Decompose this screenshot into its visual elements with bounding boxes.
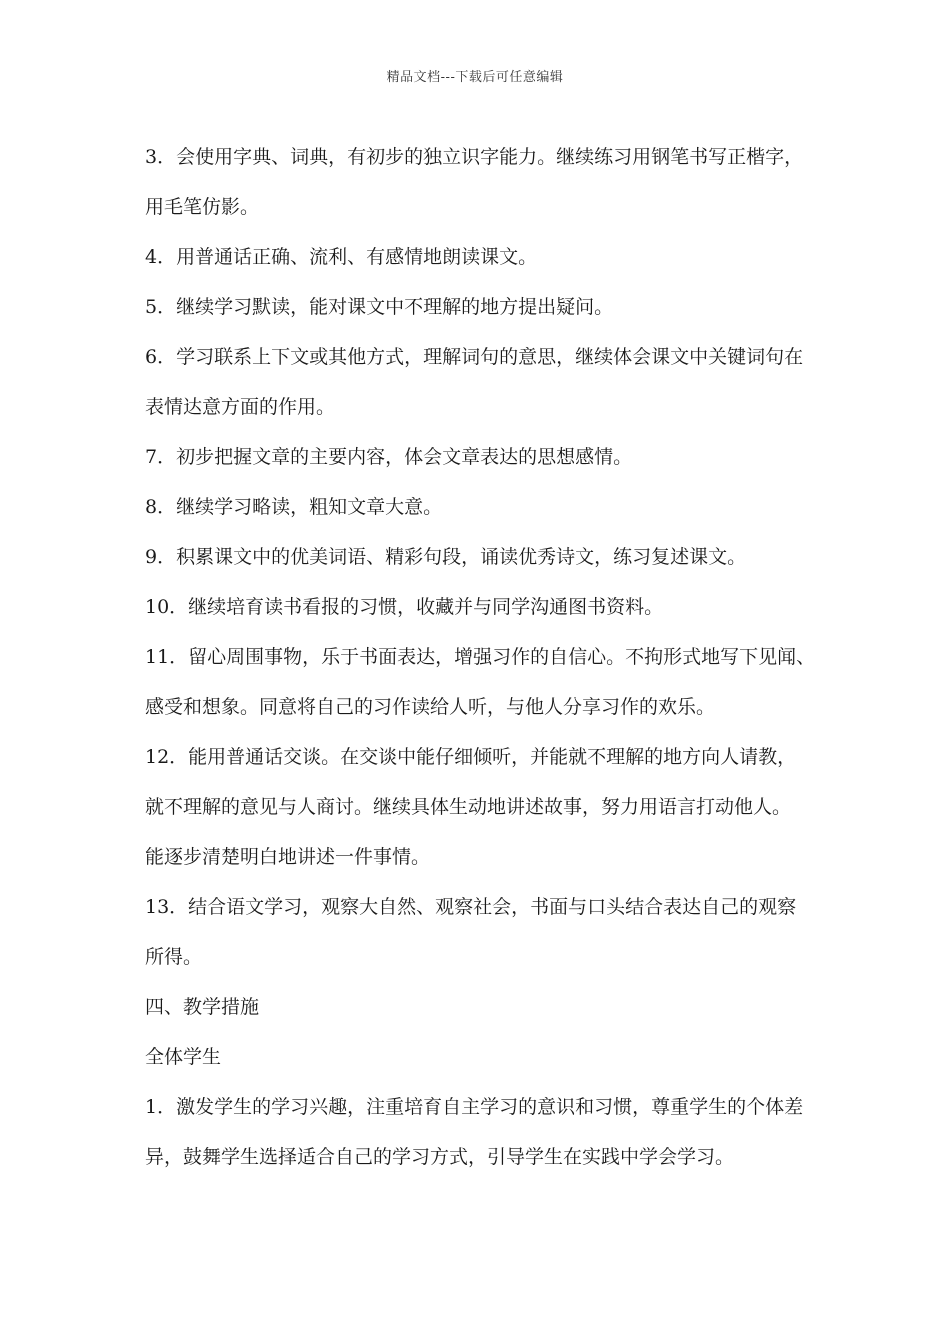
section-heading: 四、教学措施 (145, 996, 260, 1018)
text-line: 9．积累课文中的优美词语、精彩句段，诵读优秀诗文，练习复述课文。 (145, 546, 747, 568)
document-body (145, 132, 815, 1182)
text-line: 13．结合语文学习，观察大自然、观察社会，书面与口头结合表达自己的观察 (145, 896, 797, 918)
text-line: 11．留心周围事物，乐于书面表达，增强习作的自信心。不拘形式地写下见闻、 (145, 646, 816, 668)
text-line: 表情达意方面的作用。 (145, 396, 336, 418)
text-line: 所得。 (145, 946, 203, 968)
subsection-heading: 全体学生 (145, 1046, 222, 1068)
text-line: 用毛笔仿影。 (145, 196, 260, 218)
text-line: 12．能用普通话交谈。在交谈中能仔细倾听，并能就不理解的地方向人请教， (145, 746, 797, 768)
text-line: 10．继续培育读书看报的习惯，收藏并与同学沟通图书资料。 (145, 596, 664, 618)
text-line: 能逐步清楚明白地讲述一件事情。 (145, 846, 431, 868)
text-line: 8．继续学习略读，粗知文章大意。 (145, 496, 443, 518)
text-line: 感受和想象。同意将自己的习作读给人听，与他人分享习作的欢乐。 (145, 696, 716, 718)
text-line: 4．用普通话正确、流利、有感情地朗读课文。 (145, 246, 538, 268)
page-header: 精品文档---下载后可任意编辑 (386, 70, 564, 85)
text-line: 7．初步把握文章的主要内容，体会文章表达的思想感情。 (145, 446, 633, 468)
text-line: 3．会使用字典、词典，有初步的独立识字能力。继续练习用钢笔书写正楷字， (145, 146, 804, 168)
text-line: 就不理解的意见与人商讨。继续具体生动地讲述故事，努力用语言打动他人。 (145, 796, 792, 818)
text-line: 6．学习联系上下文或其他方式，理解词句的意思，继续体会课文中关键词句在 (145, 346, 804, 368)
text-line: 5．继续学习默读，能对课文中不理解的地方提出疑问。 (145, 296, 614, 318)
text-line: 异，鼓舞学生选择适合自己的学习方式，引导学生在实践中学会学习。 (145, 1146, 735, 1168)
text-line: 1．激发学生的学习兴趣，注重培育自主学习的意识和习惯，尊重学生的个体差 (145, 1096, 804, 1118)
